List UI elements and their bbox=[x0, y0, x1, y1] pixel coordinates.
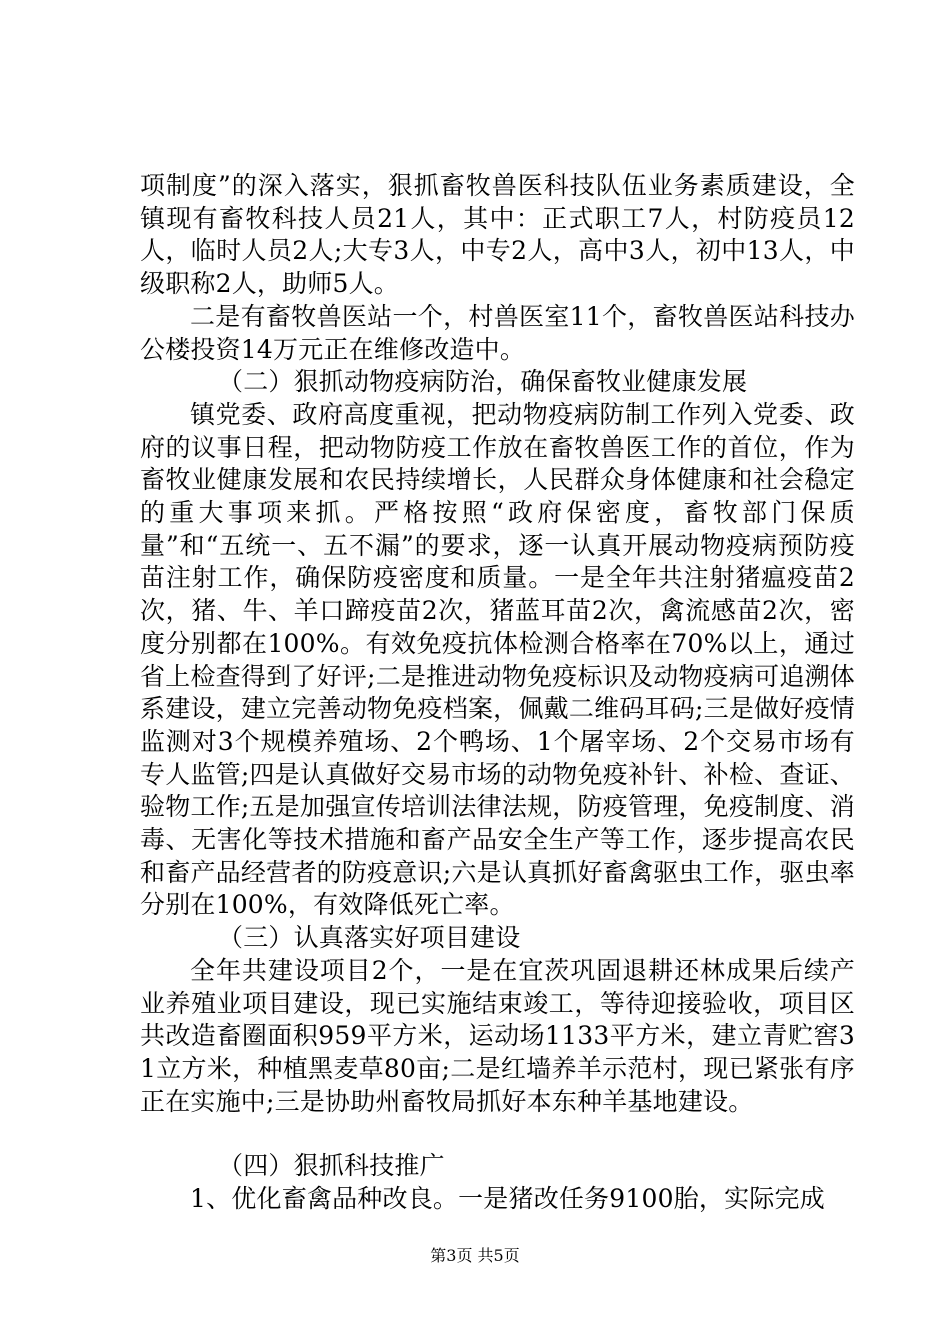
section-heading-epidemic-prevention: （二）狠抓动物疫病防治，确保畜牧业健康发展 bbox=[218, 367, 748, 397]
paragraph-project-construction: 全年共建设项目2个，一是在宜茨巩固退耕还林成果后续产业养殖业项目建设，现已实施结束竣工，等待迎接验收，项目区共改造畜圈面积959平方米，运动场1133平方米，建立青贮窖31立方米，种植黑麦草80亩;二是红墙养羊示范村，现已紧张有序正在实施中;三是协助州畜牧局抓好本东种羊基地建设。 bbox=[140, 955, 855, 1116]
section-heading-tech-promotion: （四）狠抓科技推广 bbox=[218, 1151, 445, 1181]
paragraph-vet-stations: 二是有畜牧兽医站一个，村兽医室11个，畜牧兽医站科技办公楼投资14万元正在维修改造中。 bbox=[140, 301, 855, 364]
document-body bbox=[140, 170, 855, 1216]
paragraph-breed-improvement: 1、优化畜禽品种改良。一是猪改任务9100胎，实际完成 bbox=[190, 1184, 825, 1214]
section-heading-project-construction: （三）认真落实好项目建设 bbox=[218, 923, 521, 953]
paragraph-staff-overview: 项制度”的深入落实，狠抓畜牧兽医科技队伍业务素质建设，全镇现有畜牧科技人员21人，其中：正式职工7人，村防疫员12人，临时人员2人;大专3人，中专2人，高中3人，初中13人，中级职称2人，助师5人。 bbox=[140, 171, 855, 299]
page-number-footer: 第3页 共5页 bbox=[430, 1246, 520, 1265]
paragraph-epidemic-prevention: 镇党委、政府高度重视，把动物疫病防制工作列入党委、政府的议事日程，把动物防疫工作放在畜牧兽医工作的首位，作为畜牧业健康发展和农民持续增长，人民群众身体健康和社会稳定的重大事项来抓。严格按照“政府保密度，畜牧部门保质量”和“五统一、五不漏”的要求，逐一认真开展动物疫病预防疫苗注射工作，确保防疫密度和质量。一是全年共注射猪瘟疫苗2次，猪、牛、羊口蹄疫苗2次，猪蓝耳苗2次，禽流感苗2次，密度分别都在100%。有效免疫抗体检测合格率在70%以上，通过省上检查得到了好评;二是推进动物免疫标识及动物疫病可追溯体系建设，建立完善动物免疫档案，佩戴二维码耳码;三是做好疫情监测对3个规模养殖场、2个鸭场、1个屠宰场、2个交易市场有专人监管;四是认真做好交易市场的动物免疫补针、补检、查证、验物工作;五是加强宣传培训法律法规，防疫管理，免疫制度、消毒、无害化等技术措施和畜产品安全生产等工作，逐步提高农民和畜产品经营者的防疫意识;六是认真抓好畜禽驱虫工作，驱虫率分别在100%，有效降低死亡率。 bbox=[140, 399, 855, 920]
paragraph-spacer bbox=[140, 1118, 855, 1150]
